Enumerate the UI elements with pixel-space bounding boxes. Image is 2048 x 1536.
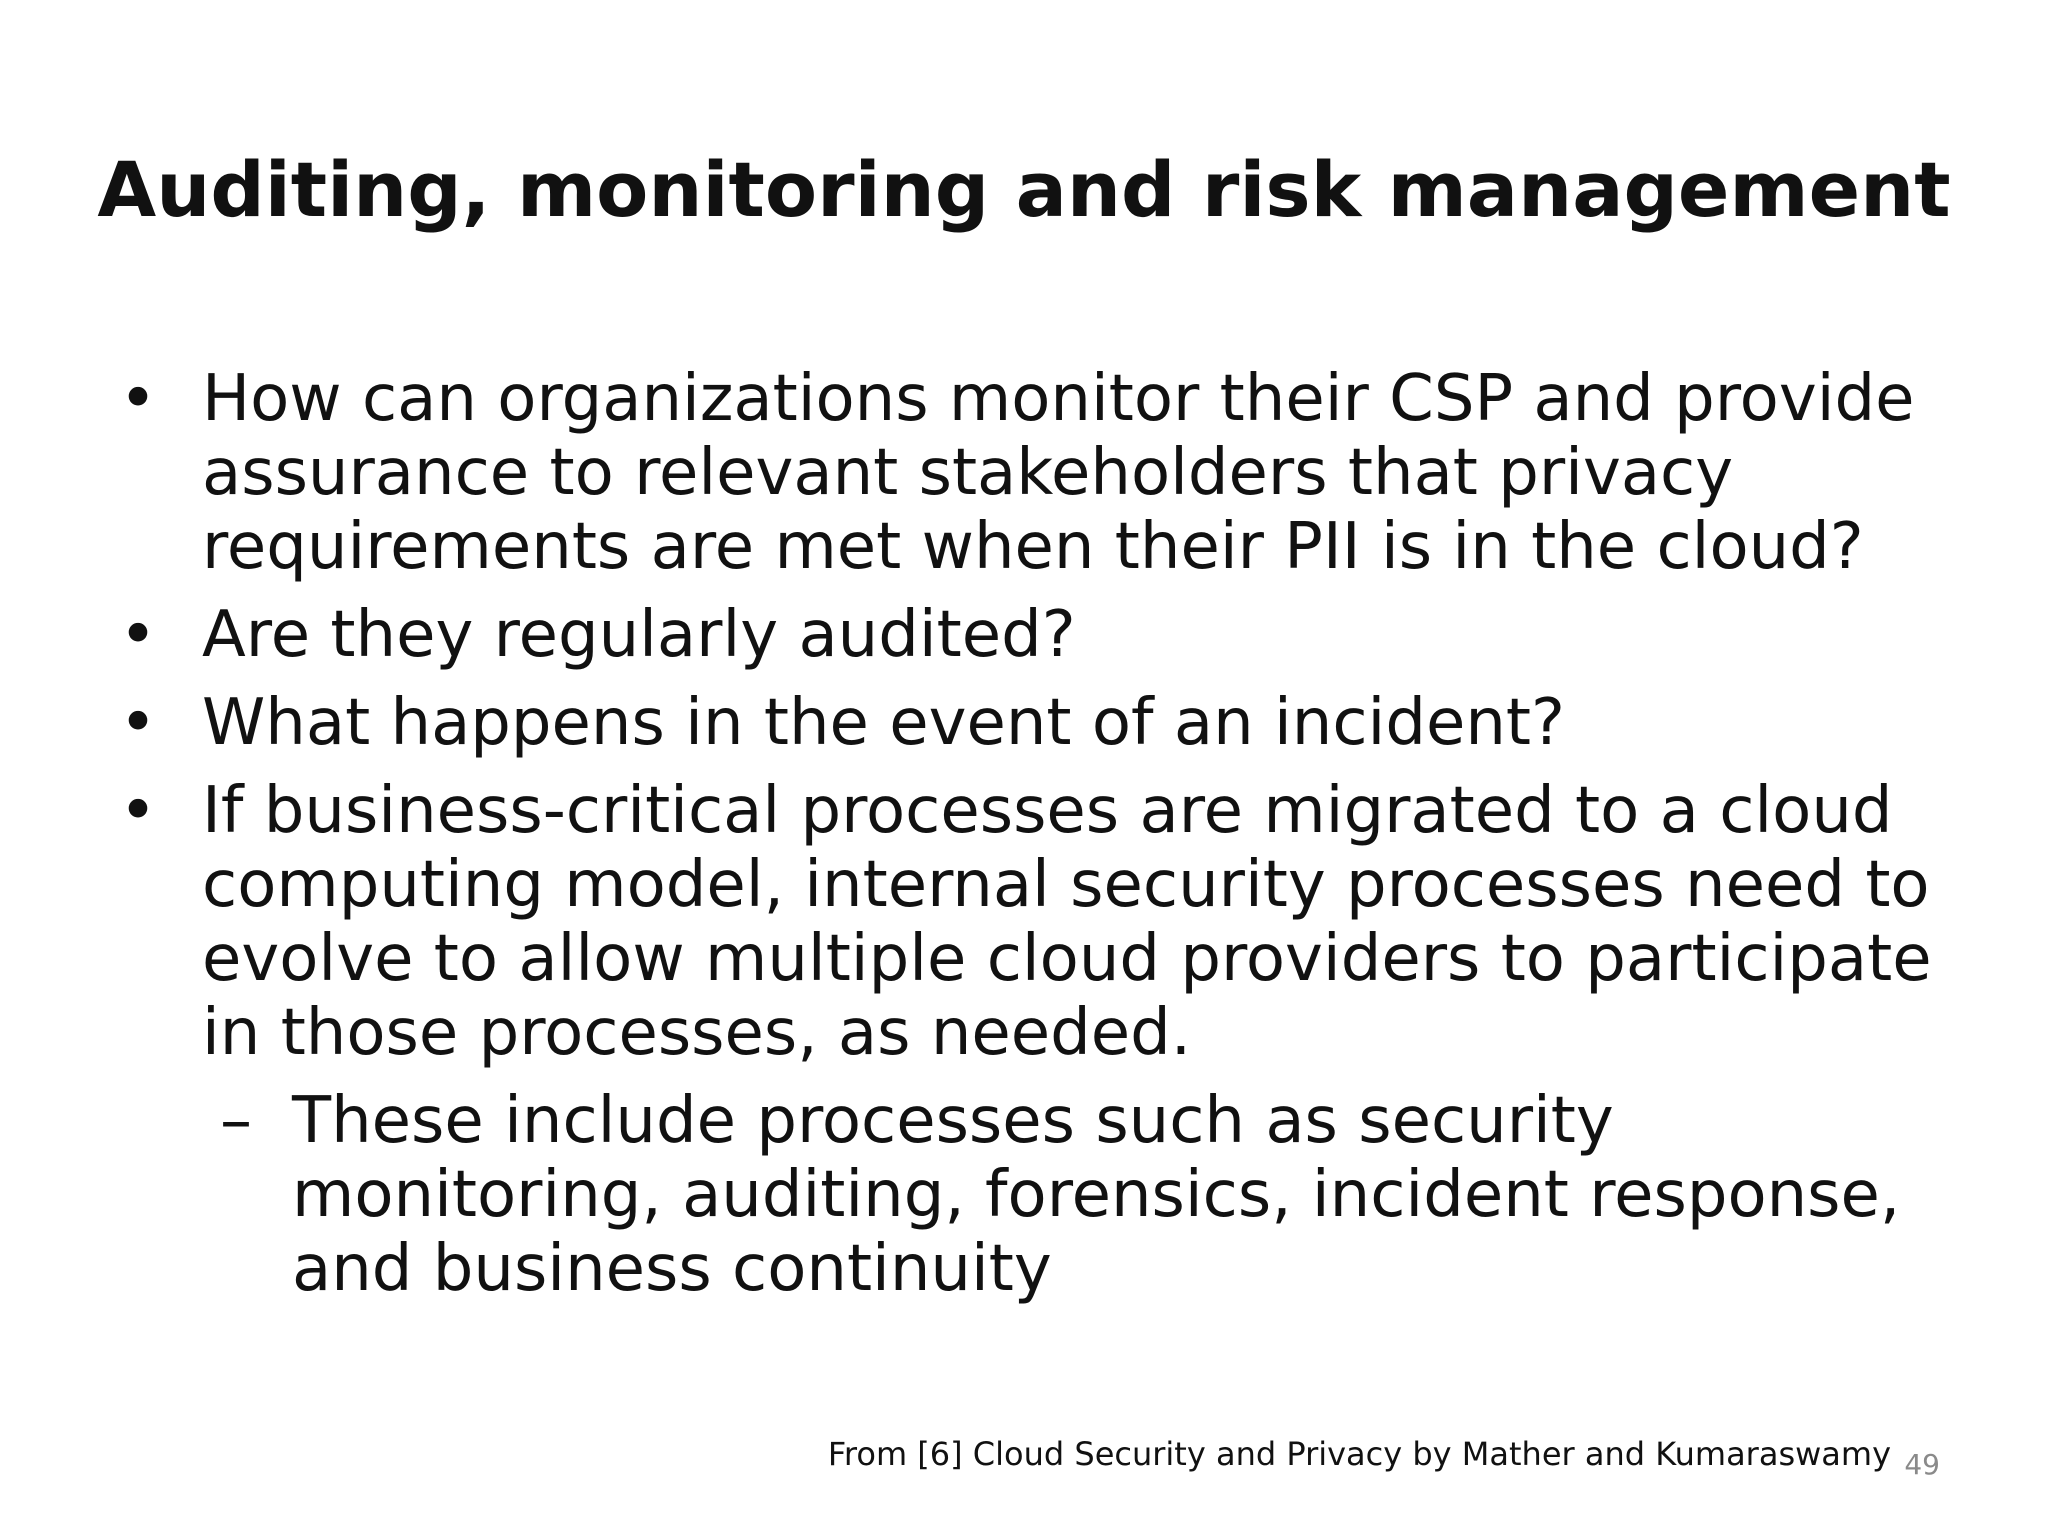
bullet-item bbox=[110, 598, 1990, 672]
bullet-list bbox=[110, 362, 1990, 1306]
bullet-text: Are they regularly audited? bbox=[202, 598, 1076, 672]
bullet-marker: • bbox=[119, 686, 157, 760]
bullet-item bbox=[110, 686, 1990, 760]
sub-bullet-marker: – bbox=[220, 1084, 252, 1158]
bullet-marker: • bbox=[119, 774, 157, 848]
bullet-marker: • bbox=[119, 362, 157, 436]
sub-bullet-text: These include processes such as security monitoring, auditing, forensics, incident response, and business continuity bbox=[292, 1084, 1901, 1306]
bullet-text: What happens in the event of an incident? bbox=[202, 686, 1565, 760]
sub-bullet-item bbox=[110, 1084, 1990, 1306]
bullet-text: If business-critical processes are migrated to a cloud computing model, internal security processes need to evolve to allow multiple cloud providers to participate in those processes, as needed. bbox=[202, 774, 1932, 1070]
citation-footer: From [6] Cloud Security and Privacy by Mather and Kumaraswamy bbox=[827, 1435, 1891, 1473]
bullet-text: How can organizations monitor their CSP and provide assurance to relevant stakeholders that privacy requirements are met when their PII is in the cloud? bbox=[202, 362, 1915, 584]
slide-title: Auditing, monitoring and risk management bbox=[97, 145, 1951, 234]
bullet-marker: • bbox=[119, 598, 157, 672]
page-number: 49 bbox=[1904, 1448, 1940, 1481]
bullet-item bbox=[110, 362, 1990, 584]
bullet-item bbox=[110, 774, 1990, 1070]
